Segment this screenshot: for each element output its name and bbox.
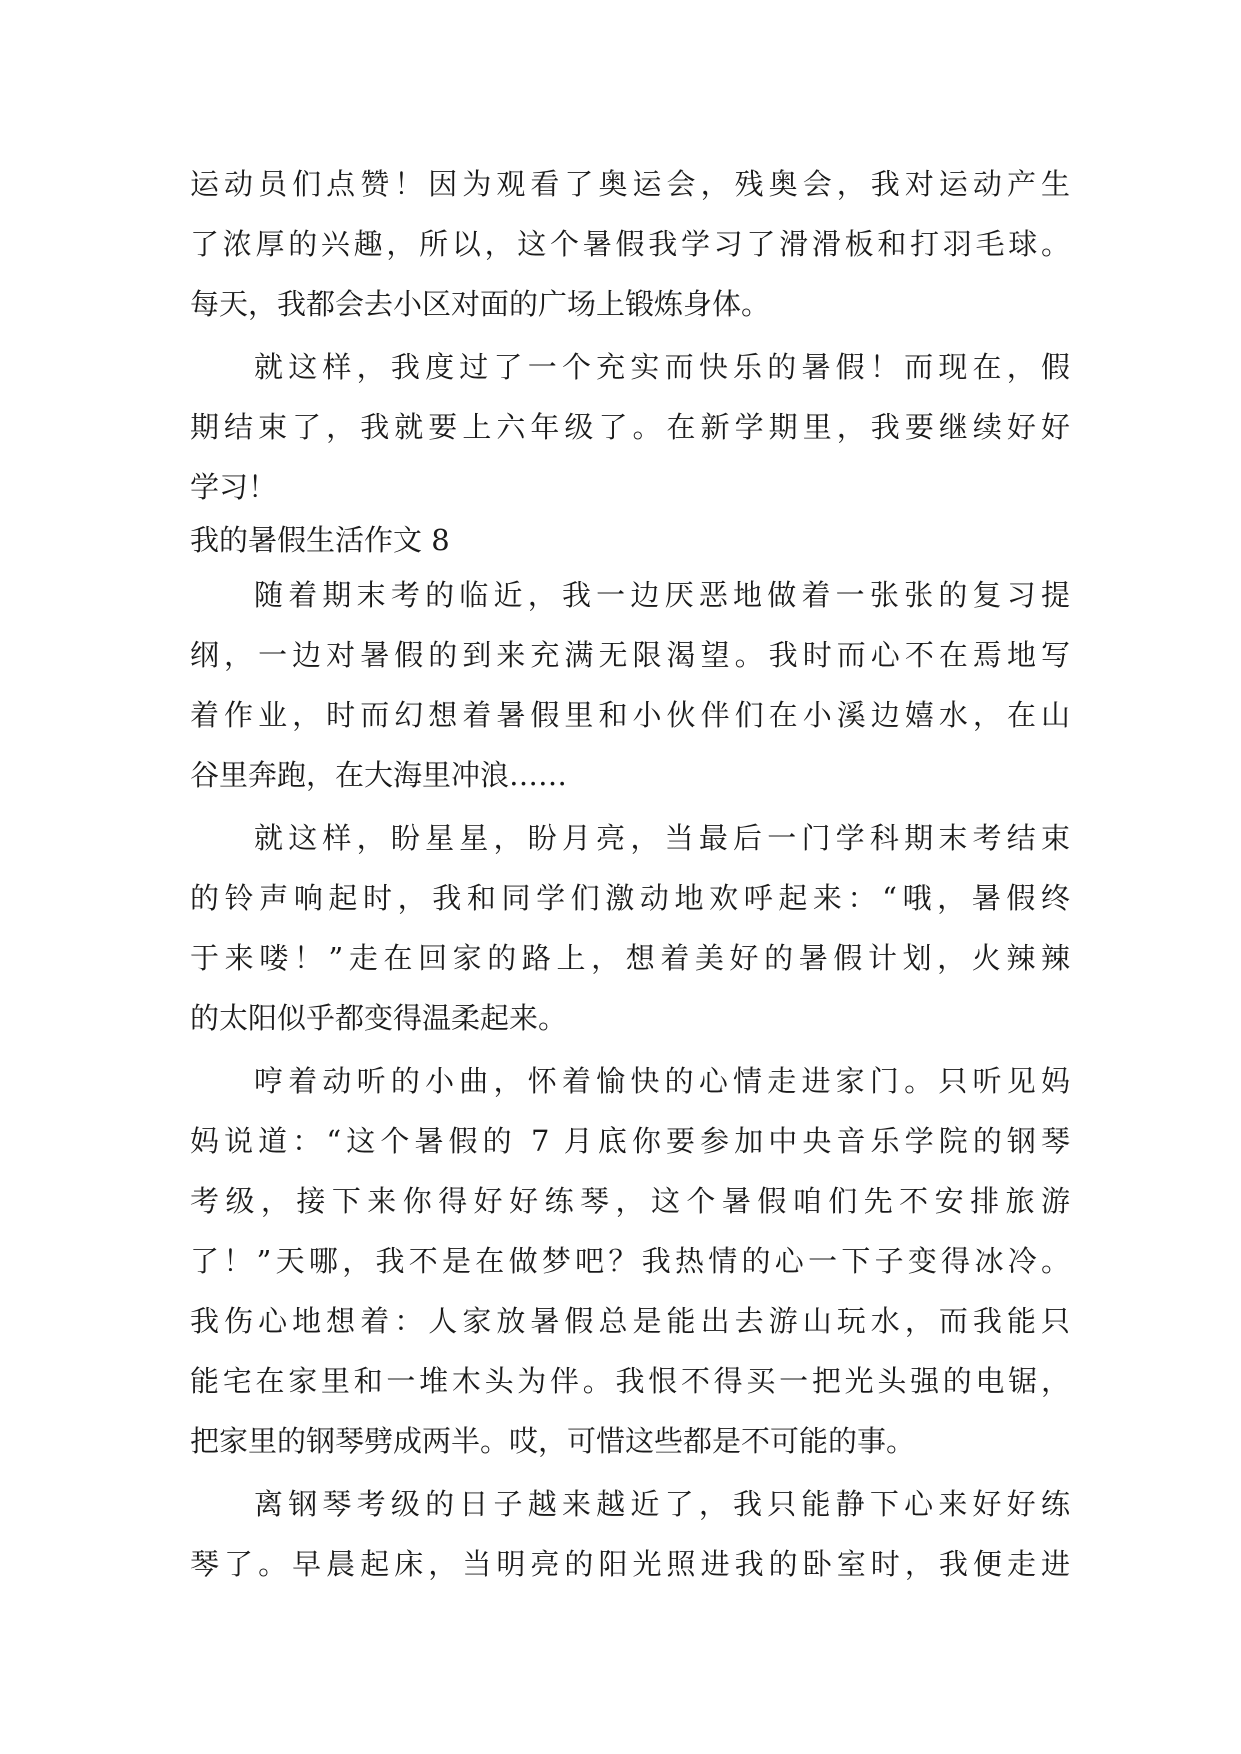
text-line: 离钢琴考级的日子越来越近了，我只能静下心来好好练 — [254, 1487, 1070, 1521]
text-line: 的铃声响起时，我和同学们激动地欢呼起来：“哦，暑假终 — [190, 881, 1070, 915]
text-line: 把家里的钢琴劈成两半。哎，可惜这些都是不可能的事。 — [190, 1424, 916, 1458]
text-line: 我伤心地想着：人家放暑假总是能出去游山玩水，而我能只 — [190, 1304, 1070, 1338]
text-line: 于来喽！”走在回家的路上，想着美好的暑假计划，火辣辣 — [190, 941, 1070, 975]
text-line: 运动员们点赞！因为观看了奥运会，残奥会，我对运动产生 — [190, 167, 1070, 201]
text-line: 着作业，时而幻想着暑假里和小伙伴们在小溪边嬉水，在山 — [190, 698, 1070, 732]
text-line: 期结束了，我就要上六年级了。在新学期里，我要继续好好 — [190, 410, 1070, 444]
text-line: 就这样，盼星星，盼月亮，当最后一门学科期末考结束 — [254, 821, 1070, 855]
text-line: 随着期末考的临近，我一边厌恶地做着一张张的复习提 — [254, 578, 1070, 612]
text-line: 琴了。早晨起床，当明亮的阳光照进我的卧室时，我便走进 — [190, 1547, 1070, 1581]
text-line: 了！”天哪，我不是在做梦吧？我热情的心一下子变得冰冷。 — [190, 1244, 1070, 1278]
text-line: 学习！ — [190, 470, 278, 504]
text-line: 就这样，我度过了一个充实而快乐的暑假！而现在，假 — [254, 350, 1070, 384]
text-line: 每天，我都会去小区对面的广场上锻炼身体。 — [190, 287, 771, 321]
text-line: 谷里奔跑，在大海里冲浪…… — [190, 758, 568, 792]
text-line: 的太阳似乎都变得温柔起来。 — [190, 1001, 568, 1035]
text-line: 了浓厚的兴趣，所以，这个暑假我学习了滑滑板和打羽毛球。 — [190, 227, 1070, 261]
section-title: 我的暑假生活作文 8 — [190, 523, 450, 557]
text-line: 哼着动听的小曲，怀着愉快的心情走进家门。只听见妈 — [254, 1064, 1070, 1098]
text-line: 纲，一边对暑假的到来充满无限渴望。我时而心不在焉地写 — [190, 638, 1070, 672]
text-line: 能宅在家里和一堆木头为伴。我恨不得买一把光头强的电锯， — [190, 1364, 1070, 1398]
text-line: 考级，接下来你得好好练琴，这个暑假咱们先不安排旅游 — [190, 1184, 1070, 1218]
text-line: 妈说道：“这个暑假的 7 月底你要参加中央音乐学院的钢琴 — [190, 1124, 1070, 1158]
